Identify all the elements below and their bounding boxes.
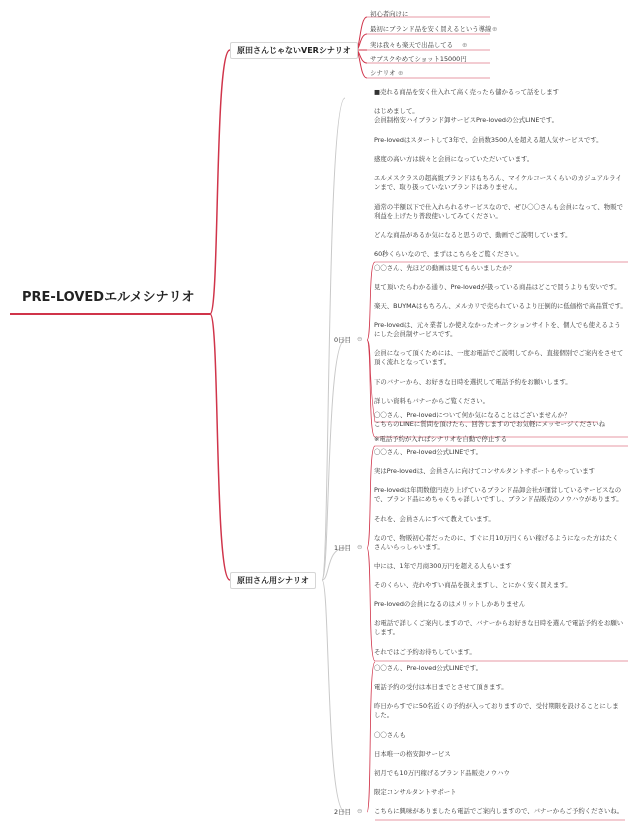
day1-message[interactable]: お電話で詳しくご案内しますので、バナーからお好きな日時を選んで電話予約をお願いします。	[374, 619, 624, 636]
day2-message[interactable]: 〇〇さんも	[374, 731, 406, 739]
leaf-item[interactable]: 最初にブランド品を安く買えるという導線	[370, 25, 492, 33]
leaf-item[interactable]: シナリオ	[370, 69, 396, 77]
day0-message[interactable]: 下のバナーから、お好きな日時を選択して電話予約をお願いします。	[374, 378, 572, 386]
intro-text[interactable]: ■売れる商品を安く仕入れて高く売ったら儲かるって話をします	[374, 88, 559, 96]
leaf-item[interactable]: 実は我々も楽天で出品してる	[370, 41, 454, 49]
intro-text[interactable]: どんな商品があるか気になると思うので、動画でご説明しています。	[374, 231, 572, 239]
day2-message[interactable]: 限定コンサルタントサポート	[374, 788, 457, 796]
day0-message[interactable]: 〇〇さん、先ほどの動画は見てもらいましたか？	[374, 264, 515, 272]
expand-icon[interactable]: ⊖	[357, 543, 363, 551]
day1-message[interactable]: そのくらい、売れやすい商品を扱えますし、とにかく安く買えます。	[374, 581, 572, 589]
day2-message[interactable]: 電話予約の受付は本日までとさせて頂きます。	[374, 683, 508, 691]
day2-message[interactable]: 昨日からすでに50名近くの予約が入っておりますので、受付期限を設けることにしました。	[374, 702, 619, 719]
branch-harada-scenario[interactable]: 原田さん用シナリオ	[230, 572, 316, 589]
leaf-item[interactable]: 初心者向けに	[370, 10, 409, 18]
day1-message[interactable]: Pre-lovedの会員になるのはメリットしかありません	[374, 600, 526, 608]
day0-message[interactable]: 〇〇さん、Pre-lovedについて何か気になることはございませんか？ こちらのLINEに質問を頂けたら、回答しますのでお気軽にメッセージくださいね	[374, 411, 606, 428]
intro-text[interactable]: エルメスクラスの超高級ブランドはもちろん、マイケルコースくらいのカジュアルラインまで、取り扱っていないブランドはありません。	[374, 174, 622, 191]
day2-message[interactable]: 日本唯一の格安卸サービス	[374, 750, 451, 758]
day1-message[interactable]: Pre-lovedは年間数億円売り上げているブランド品卸会社が運営しているサービスなので、ブランド品にめちゃくちゃ詳しいですし、ブランド品販売のノウハウがあります。	[374, 486, 623, 503]
day2-message[interactable]: 〇〇さん、Pre-loved公式LINEです。	[374, 664, 482, 672]
branch-non-harada-scenario[interactable]: 原田さんじゃないVERシナリオ	[230, 42, 358, 59]
intro-text[interactable]: 通常の半額以下で仕入れられるサービスなので、ぜひ〇〇さんも会員になって、物販で利益を上げたり普段使いしてみてください。	[374, 203, 623, 220]
day-label-1[interactable]: 1日目	[334, 544, 351, 552]
expand-icon[interactable]: ⊕	[492, 25, 498, 33]
expand-icon[interactable]: ⊕	[398, 69, 404, 77]
day0-note[interactable]: ※電話予約が入ればシナリオを自動で停止する	[374, 435, 508, 443]
day-label-0[interactable]: 0日目	[334, 336, 351, 344]
day1-message[interactable]: それではご予約お待ちしています。	[374, 648, 476, 656]
intro-text[interactable]: 60秒くらいなので、まずはこちらをご覧ください。	[374, 250, 523, 258]
intro-text[interactable]: はじめまして。 会員制格安ハイブランド卸サービスPre-lovedの公式LINEです。	[374, 107, 559, 124]
expand-icon[interactable]: ⊖	[357, 335, 363, 343]
day1-message[interactable]: なので、物販初心者だったのに、すぐに月10万円くらい稼げるようになった方はたくさんいらっしゃいます。	[374, 534, 619, 551]
intro-text[interactable]: 感度の高い方は続々と会員になっていただいています。	[374, 155, 534, 163]
intro-text[interactable]: Pre-lovedはスタートして3年で、会員数3500人を超える超人気サービスです。	[374, 136, 603, 144]
day2-message[interactable]: 初月でも10万円稼げるブランド品販売ノウハウ	[374, 769, 510, 777]
day0-message[interactable]: 楽天、BUYMAはもちろん、メルカリで売られているより圧倒的に低価格で高品質です。	[374, 302, 627, 310]
day0-message[interactable]: Pre-lovedは、元々業者しか使えなかったオークションサイトを、個人でも使えるようにした会員制サービスです。	[374, 321, 621, 338]
day0-message[interactable]: 詳しい資料もバナーからご覧ください。	[374, 397, 490, 405]
day-label-2[interactable]: 2日目	[334, 808, 351, 816]
day0-message[interactable]: 会員になって頂くためには、一度お電話でご説明してから、直接個別でご案内をさせて頂く流れとなっています。	[374, 349, 624, 366]
day1-message[interactable]: それを、会員さんにすべて教えています。	[374, 515, 495, 523]
day1-message[interactable]: 実はPre-lovedは、会員さんに向けてコンサルタントサポートもやっています	[374, 467, 596, 475]
day2-message[interactable]: こちらに興味がありましたら電話でご案内しますので、バナーからご予約くださいね。	[374, 807, 624, 815]
leaf-item[interactable]: サブスクやめてショット15000円	[370, 55, 467, 63]
day0-message[interactable]: 見て頂いたらわかる通り、Pre-lovedが扱っている商品はどこで買うよりも安いです。	[374, 283, 621, 291]
day1-message[interactable]: 中には、1年で月商300万円を超える人もいます	[374, 562, 512, 570]
root-topic[interactable]: PRE-LOVEDエルメシナリオ	[22, 290, 195, 305]
expand-icon[interactable]: ⊖	[357, 807, 363, 815]
day1-message[interactable]: 〇〇さん、Pre-loved公式LINEです。	[374, 448, 482, 456]
expand-icon[interactable]: ⊕	[462, 41, 468, 49]
